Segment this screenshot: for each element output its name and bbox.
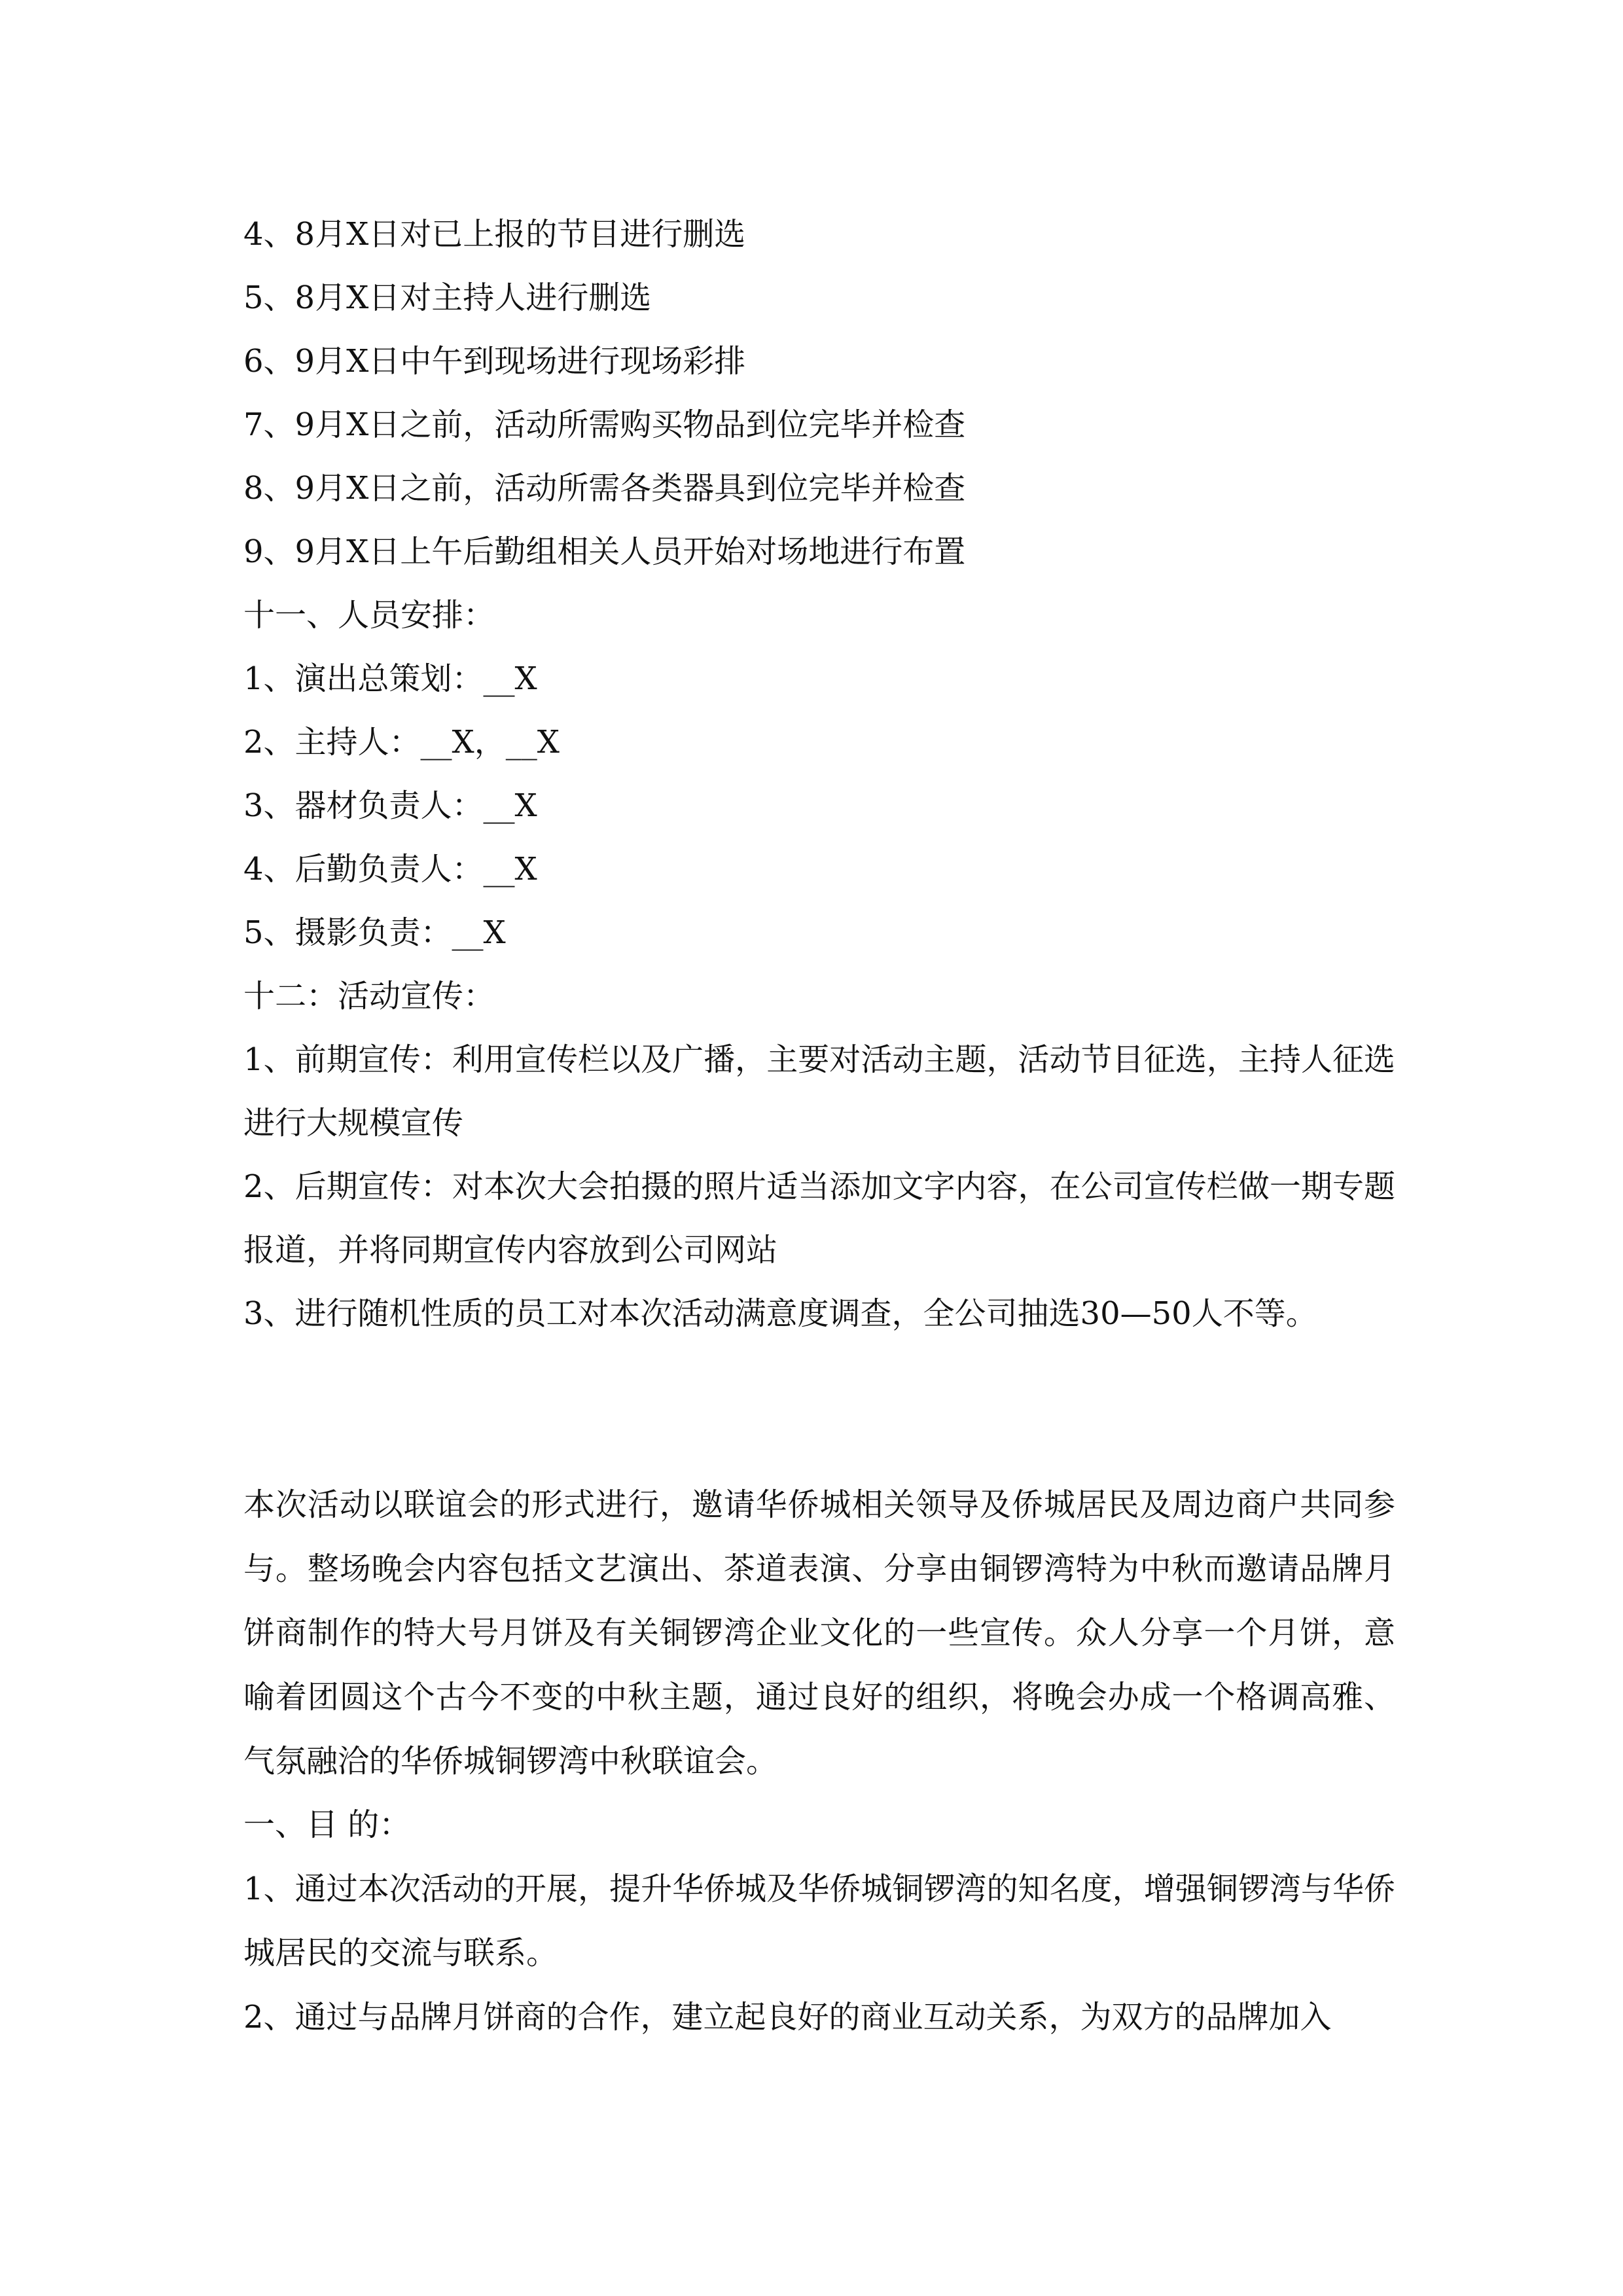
publicity-heading: 十二：活动宣传： [243,978,495,1014]
schedule-item: 6、9月X日中午到现场进行现场彩排 [243,343,746,380]
schedule-item: 9、9月X日上午后勤组相关人员开始对场地进行布置 [243,533,966,570]
purpose-item: 2、通过与品牌月饼商的合作，建立起良好的商业互动关系，为双方的品牌加入 [243,1999,1332,2036]
staff-item: 1、演出总策划：__X [243,660,537,697]
document-body-upper [243,203,1395,1346]
purpose-heading: 一、目 的： [243,1806,411,1843]
staff-heading: 十一、人员安排： [243,597,495,634]
schedule-item: 5、8月X日对主持人进行删选 [243,279,652,316]
intro-paragraph: 本次活动以联谊会的形式进行，邀请华侨城相关领导及侨城居民及周边商户共同参与。整场晚会内容包括文艺演出、茶道表演、分享由铜锣湾特为中秋而邀请品牌月饼商制作的特大号月饼及有关铜锣湾企业文化的一些宣传。众人分享一个月饼，意喻着团圆这个古今不变的中秋主题，通过良好的组织，将晚会办成一个格调高雅、气氛融洽的华侨城铜锣湾中秋联谊会。 [243,1486,1395,1780]
schedule-item: 7、9月X日之前，活动所需购买物品到位完毕并检查 [243,406,966,443]
schedule-item: 4、8月X日对已上报的节目进行删选 [243,216,746,253]
document-body-lower [243,1473,1395,2049]
staff-item: 5、摄影负责：__X [243,914,506,951]
publicity-item: 1、前期宣传：利用宣传栏以及广播，主要对活动主题，活动节目征选，主持人征选进行大规模宣传 [243,1041,1395,1141]
staff-item: 3、器材负责人：__X [243,787,537,824]
purpose-item: 1、通过本次活动的开展，提升华侨城及华侨城铜锣湾的知名度，增强铜锣湾与华侨城居民的交流与联系。 [243,1871,1395,1971]
staff-item: 2、主持人：__X，__X [243,724,560,761]
publicity-item: 3、进行随机性质的员工对本次活动满意度调查，全公司抽选30—50人不等。 [243,1295,1317,1332]
schedule-item: 8、9月X日之前，活动所需各类器具到位完毕并检查 [243,470,966,507]
staff-item: 4、后勤负责人：__X [243,851,537,888]
publicity-item: 2、后期宣传：对本次大会拍摄的照片适当添加文字内容，在公司宣传栏做一期专题报道，并将同期宣传内容放到公司网站 [243,1168,1395,1268]
